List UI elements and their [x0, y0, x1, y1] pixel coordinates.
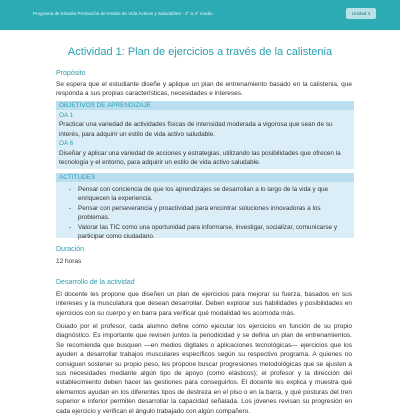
objectives-heading: OBJETIVOS DE APRENDIZAJE [56, 101, 354, 110]
activity-title: Actividad 1: Plan de ejercicios a través de la calistenia [67, 46, 333, 58]
attitude-text: Pensar con conciencia de que los aprendizajes se desarrollan a lo largo de la vida y que enriquecen la experiencia. [78, 186, 329, 203]
purpose-heading: Propósito [56, 70, 86, 77]
attitudes-heading: ACTITUDES [56, 173, 354, 182]
attitudes-list [56, 182, 354, 244]
objective-code: OA 1 [59, 112, 74, 119]
unit-badge: Unidad 4 [346, 8, 376, 19]
development-paragraph: Guiado por el profesor, cada alumno define cómo ejecutar los ejercicios en función de su propio diagnóstico. Es importante que revisen juntos la periodicidad y se defina un plan de entrenamientos. Se recomienda que busquen —en medios digitales o aplicaciones tecnológicas— ejercicios que los ayuden a desarrollar trabajos musculares específicos según su respectivo programa. A quienes no consiguen sostener su propio peso, les propone buscar progresiones metodológicas que se ajusten a sus necesidades mediante algún tipo de apoyo (como elásticos); el profesor y la dirección del establecimiento deben hacer las gestiones para conseguirlos. El docente les explica y muestra qué elementos ayudan en los diferentes tipos de destreza en el piso o en la barra, y qué posturas del tren superior e inferior permiten desarrollar la capacidad señalada. Los jóvenes revisan su progresión en cada ejercicio y verifican el ángulo trabajado con algún compañero. [56, 323, 352, 415]
development-heading: Desarrollo de la actividad [56, 279, 135, 286]
duration-value: 12 horas [56, 258, 82, 265]
attitude-item: - Valorar las TIC como una oportunidad para informarse, investigar, socializar, comunicarse y participar como ciudadano. [69, 223, 338, 241]
objective-text: Practicar una variedad de actividades físicas de intensidad moderada a vigorosa que sean de su interés, para adquirir un estilo de vida activo saludable. [59, 121, 333, 138]
program-title: Programa de Estudio Promoción de Estilos de Vida Activos y Saludables - 3° a 4° medio [33, 11, 213, 16]
objectives-box [56, 101, 354, 169]
duration-heading: Duración [56, 246, 85, 253]
attitude-item: - Pensar con conciencia de que los aprendizajes se desarrollan a lo largo de la vida y que enriquecen la experiencia. [69, 186, 329, 203]
attitude-text: Valorar las TIC como una oportunidad para informarse, investigar, socializar, comunicarse y participar como ciudadano. [78, 223, 338, 241]
attitudes-box [56, 173, 354, 241]
attitude-item: - Pensar con perseverancia y proactividad para encontrar soluciones innovadoras a los problemas. [69, 204, 321, 222]
header-bar [0, 0, 400, 30]
purpose-text: Se espera que el estudiante diseñe y aplique un plan de entrenamiento basado en la calistenia, que responda a sus propias características, necesidades e intereses. [56, 81, 352, 98]
development-paragraph: El docente les propone que diseñen un plan de ejercicios para mejorar su fuerza, basados en sus intereses y la musculatura que desean desarrollar. Deben explorar sus habilidades y posibilidades en ejercicios con su cuerpo y en barra para verificar qué modalidad les acomoda más. [56, 291, 352, 317]
objective-code: OA 6 [59, 140, 74, 148]
attitude-text: Pensar con perseverancia y proactividad para encontrar soluciones innovadoras a los problemas. [78, 204, 321, 222]
objective-text: Diseñar y aplicar una variedad de acciones y estrategias, utilizando las posibilidades que ofrecen la tecnología y el entorno, para adquirir un estilo de vida activo saludable. [59, 149, 341, 167]
